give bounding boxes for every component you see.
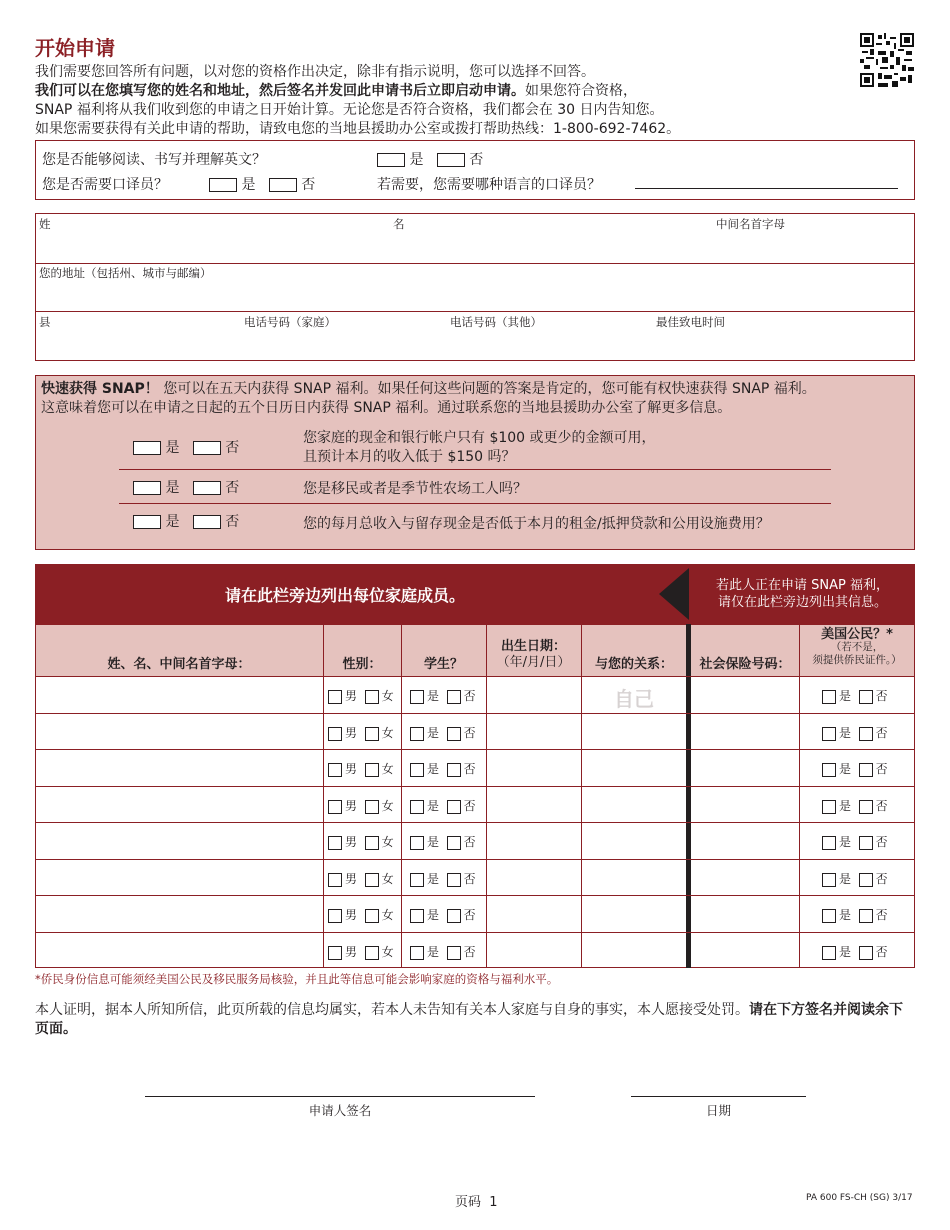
intro-line-2-rest: 如果您符合资格， [525, 83, 637, 99]
q3-no-checkbox[interactable] [193, 515, 221, 529]
no-label: 否 [463, 945, 476, 959]
sex-options [328, 797, 394, 814]
no-label: 否 [463, 799, 476, 813]
expedited-text-1: 您可以在五天内获得 SNAP 福利。如果任何这些问题的答案是肯定的，您可能有权快速获得 SNAP 福利。 [163, 381, 816, 397]
address-input[interactable] [39, 281, 907, 309]
relationship-input[interactable] [583, 715, 684, 747]
sex-options [328, 833, 394, 850]
citizen-no-checkbox[interactable] [859, 763, 873, 777]
form-id: PA 600 FS-CH (SG) 3/17 [806, 1193, 913, 1203]
date-label: 日期 [705, 1103, 731, 1118]
male-label: 男 [345, 762, 358, 776]
yes-label: 是 [427, 762, 440, 776]
which-language-question: 若需要，您需要哪种语言的口译员？ [377, 177, 601, 193]
student-yes-checkbox[interactable] [410, 836, 424, 850]
q2-no-checkbox[interactable] [193, 481, 221, 495]
best-time-label: 最佳致电时间 [656, 315, 725, 329]
member-name-input[interactable] [37, 824, 321, 856]
no-label: 否 [463, 726, 476, 740]
citizen-no-checkbox[interactable] [859, 873, 873, 887]
member-name-input[interactable] [37, 751, 321, 783]
expedited-q1-line-2: 且预计本月的收入低于 $150 吗？ [303, 449, 516, 465]
citizen-yes-checkbox[interactable] [822, 873, 836, 887]
interpreter-yes-checkbox[interactable] [209, 178, 237, 192]
student-options [410, 870, 476, 887]
first-name-label: 名 [393, 217, 405, 231]
student-options [410, 906, 476, 923]
yes-label: 是 [409, 152, 424, 168]
q3-yes-checkbox[interactable] [133, 515, 161, 529]
interpreter-answer [209, 174, 315, 194]
sex-options [328, 906, 394, 923]
no-label: 否 [875, 799, 888, 813]
household-banner-left [35, 564, 691, 624]
female-label: 女 [381, 762, 394, 776]
member-name-input[interactable] [37, 788, 321, 820]
col-citizen-note-2: 须提供侨民证件。） [812, 654, 902, 666]
citizen-yes-checkbox[interactable] [822, 836, 836, 850]
student-no-checkbox[interactable] [447, 909, 461, 923]
relationship-input[interactable] [583, 788, 684, 820]
male-label: 男 [345, 835, 358, 849]
col-name-label: 姓、名、中间名首字母： [107, 657, 251, 672]
banner-right-line-2: 请仅在此栏旁边列出其信息。 [717, 595, 887, 610]
citizen-no-checkbox[interactable] [859, 836, 873, 850]
phone-home-input[interactable] [244, 330, 439, 358]
ssn-input[interactable] [693, 861, 797, 893]
relationship-input[interactable] [583, 934, 684, 966]
no-label: 否 [463, 908, 476, 922]
banner-arrow-icon [659, 564, 691, 624]
yes-label: 是 [839, 762, 852, 776]
yes-label: 是 [427, 908, 440, 922]
no-label: 否 [875, 835, 888, 849]
relationship-input[interactable] [583, 751, 684, 783]
signature-line[interactable] [145, 1096, 535, 1097]
yes-label: 是 [241, 177, 256, 193]
county-label: 县 [39, 315, 51, 329]
member-name-input[interactable] [37, 678, 321, 710]
male-checkbox[interactable] [328, 763, 342, 777]
county-input[interactable] [39, 330, 234, 358]
ssn-input[interactable] [693, 751, 797, 783]
expedited-q3-answer [133, 511, 239, 531]
male-checkbox[interactable] [328, 909, 342, 923]
no-label: 否 [463, 835, 476, 849]
no-label: 否 [875, 726, 888, 740]
student-options [410, 833, 476, 850]
certification-bold: 请在下方签名并阅读余下页面。 [35, 1002, 903, 1037]
female-label: 女 [381, 799, 394, 813]
intro-line-3: SNAP 福利将从我们收到您的申请之日开始计算。无论您是否符合资格，我们都会在 30 日内告知您。 [35, 102, 664, 118]
citizen-yes-checkbox[interactable] [822, 800, 836, 814]
citizen-no-checkbox[interactable] [859, 727, 873, 741]
male-label: 男 [345, 872, 358, 886]
female-checkbox[interactable] [365, 690, 379, 704]
yes-label: 是 [165, 440, 180, 456]
citizen-options [822, 870, 888, 887]
qr-code-icon [860, 33, 914, 87]
yes-label: 是 [427, 689, 440, 703]
student-no-checkbox[interactable] [447, 690, 461, 704]
intro-line-4: 如果您需要获得有关此申请的帮助，请致电您的当地县援助办公室或拨打帮助热线：1-800-692-7462。 [35, 121, 681, 137]
expedited-text [41, 380, 901, 418]
citizen-yes-checkbox[interactable] [822, 909, 836, 923]
yes-label: 是 [427, 726, 440, 740]
expedited-text-2: 这意味着您可以在申请之日起的五个日历日内获得 SNAP 福利。通过联系您的当地县援助办公室了解更多信息。 [41, 400, 732, 416]
yes-label: 是 [839, 872, 852, 886]
student-yes-checkbox[interactable] [410, 690, 424, 704]
english-answer [377, 149, 483, 169]
yes-label: 是 [839, 689, 852, 703]
no-label: 否 [225, 480, 240, 496]
signature-label: 申请人签名 [308, 1103, 372, 1118]
yes-label: 是 [427, 872, 440, 886]
male-checkbox[interactable] [328, 836, 342, 850]
no-label: 否 [469, 152, 484, 168]
citizen-no-checkbox[interactable] [859, 800, 873, 814]
col-sex-label: 性别： [342, 657, 382, 672]
citizen-no-checkbox[interactable] [859, 946, 873, 960]
middle-initial-input[interactable] [716, 232, 906, 260]
intro-line-2-bold: 我们可以在您填写您的姓名和地址，然后签名并发回此申请书后立即启动申请。 [35, 83, 525, 99]
female-checkbox[interactable] [365, 763, 379, 777]
male-label: 男 [345, 689, 358, 703]
yes-label: 是 [839, 908, 852, 922]
address-label: 您的地址（包括州、城市与邮编） [39, 266, 212, 280]
sex-options [328, 687, 394, 704]
ssn-input[interactable] [693, 788, 797, 820]
q1-yes-checkbox[interactable] [133, 441, 161, 455]
citizen-options [822, 724, 888, 741]
page-number-value: 1 [489, 1195, 498, 1210]
expedited-q1-line-1: 您家庭的现金和银行帐户只有 $100 或更少的金额可用， [303, 430, 656, 446]
footnote: *侨民身份信息可能须经美国公民及移民服务局核验，并且此等信息可能会影响家庭的资格与福利水平。 [35, 972, 559, 986]
student-options [410, 724, 476, 741]
certification-text: 本人证明，据本人所知所信，此页所载的信息均属实，若本人未告知有关本人家庭与自身的事实，本人愿接受处罚。 [35, 1002, 749, 1018]
citizen-yes-checkbox[interactable] [822, 690, 836, 704]
female-checkbox[interactable] [365, 727, 379, 741]
ssn-input[interactable] [693, 715, 797, 747]
dob-input[interactable] [488, 678, 579, 710]
citizen-options [822, 760, 888, 777]
citizen-options [822, 906, 888, 923]
col-dob-format: （年/月/日） [496, 655, 571, 670]
student-no-checkbox[interactable] [447, 873, 461, 887]
expedited-q1-answer [133, 437, 239, 457]
dob-input[interactable] [488, 897, 579, 929]
male-checkbox[interactable] [328, 727, 342, 741]
dob-input[interactable] [488, 861, 579, 893]
english-yes-checkbox[interactable] [377, 153, 405, 167]
no-label: 否 [225, 514, 240, 530]
intro-line-1: 我们需要您回答所有问题，以对您的资格作出决定，除非有指示说明，您可以选择不回答。 [35, 64, 595, 80]
dob-input[interactable] [488, 934, 579, 966]
best-time-input[interactable] [656, 330, 906, 358]
female-label: 女 [381, 689, 394, 703]
female-label: 女 [381, 835, 394, 849]
citizen-no-checkbox[interactable] [859, 690, 873, 704]
female-checkbox[interactable] [365, 946, 379, 960]
no-label: 否 [463, 872, 476, 886]
citizen-yes-checkbox[interactable] [822, 946, 836, 960]
dob-input[interactable] [488, 751, 579, 783]
phone-other-label: 电话号码（其他） [450, 315, 542, 329]
page-number [455, 1191, 498, 1210]
male-label: 男 [345, 726, 358, 740]
ssn-input[interactable] [693, 678, 797, 710]
ssn-input[interactable] [693, 824, 797, 856]
middle-initial-label: 中间名首字母 [716, 217, 785, 231]
ssn-input[interactable] [693, 934, 797, 966]
no-label: 否 [875, 872, 888, 886]
male-label: 男 [345, 799, 358, 813]
ssn-input[interactable] [693, 897, 797, 929]
dob-input[interactable] [488, 824, 579, 856]
col-ssn-label: 社会保险号码： [699, 657, 791, 672]
yes-label: 是 [839, 835, 852, 849]
col-student-label: 学生？ [423, 657, 463, 672]
banner-right-text [690, 577, 915, 611]
intro-text [35, 63, 815, 139]
student-no-checkbox[interactable] [447, 836, 461, 850]
relationship-input[interactable] [583, 824, 684, 856]
relationship-input[interactable] [583, 897, 684, 929]
no-label: 否 [301, 177, 316, 193]
student-options [410, 943, 476, 960]
dob-input[interactable] [488, 788, 579, 820]
student-options [410, 687, 476, 704]
yes-label: 是 [165, 514, 180, 530]
relationship-input[interactable] [583, 861, 684, 893]
q1-no-checkbox[interactable] [193, 441, 221, 455]
interpreter-question: 您是否需要口译员？ [42, 177, 168, 193]
yes-label: 是 [165, 480, 180, 496]
col-dob-label: 出生日期： [500, 639, 566, 654]
female-label: 女 [381, 945, 394, 959]
expedited-heading: 快速获得 SNAP！ [41, 381, 159, 397]
female-checkbox[interactable] [365, 836, 379, 850]
male-checkbox[interactable] [328, 946, 342, 960]
student-yes-checkbox[interactable] [410, 946, 424, 960]
student-no-checkbox[interactable] [447, 727, 461, 741]
student-yes-checkbox[interactable] [410, 727, 424, 741]
male-label: 男 [345, 945, 358, 959]
male-checkbox[interactable] [328, 800, 342, 814]
citizen-no-checkbox[interactable] [859, 909, 873, 923]
female-checkbox[interactable] [365, 873, 379, 887]
male-checkbox[interactable] [328, 873, 342, 887]
student-yes-checkbox[interactable] [410, 800, 424, 814]
banner-right-line-1: 若此人正在申请 SNAP 福利， [716, 578, 889, 593]
phone-home-label: 电话号码（家庭） [244, 315, 336, 329]
member-name-input[interactable] [37, 934, 321, 966]
female-checkbox[interactable] [365, 909, 379, 923]
yes-label: 是 [427, 799, 440, 813]
citizen-options [822, 797, 888, 814]
sex-options [328, 943, 394, 960]
page-title: 开始申请 [35, 36, 115, 60]
citizen-options [822, 943, 888, 960]
yes-label: 是 [427, 835, 440, 849]
citizen-yes-checkbox[interactable] [822, 727, 836, 741]
no-label: 否 [225, 440, 240, 456]
no-label: 否 [463, 689, 476, 703]
certification [35, 1001, 910, 1039]
expedited-q2-answer [133, 477, 239, 497]
no-label: 否 [875, 945, 888, 959]
yes-label: 是 [427, 945, 440, 959]
expedited-q3: 您的每月总收入与留存现金是否低于本月的租金/抵押贷款和公用设施费用？ [303, 516, 770, 532]
no-label: 否 [463, 762, 476, 776]
male-label: 男 [345, 908, 358, 922]
sex-options [328, 724, 394, 741]
male-checkbox[interactable] [328, 690, 342, 704]
col-citizen-note-1: （若不是， [830, 641, 884, 653]
student-yes-checkbox[interactable] [410, 909, 424, 923]
col-relationship-label: 与您的关系： [594, 657, 673, 672]
phone-other-input[interactable] [450, 330, 645, 358]
no-label: 否 [875, 908, 888, 922]
member-name-input[interactable] [37, 861, 321, 893]
sex-options [328, 870, 394, 887]
last-name-label: 姓 [39, 217, 51, 231]
sex-options [328, 760, 394, 777]
first-name-input[interactable] [393, 232, 703, 260]
member-name-input[interactable] [37, 715, 321, 747]
member-name-input[interactable] [37, 897, 321, 929]
citizen-options [822, 833, 888, 850]
intro-line-2 [35, 82, 815, 101]
dob-input[interactable] [488, 715, 579, 747]
which-language-input[interactable] [635, 188, 898, 189]
date-line[interactable] [631, 1096, 806, 1097]
col-citizen-label: 美国公民？* [821, 627, 893, 642]
yes-label: 是 [839, 726, 852, 740]
interpreter-no-checkbox[interactable] [269, 178, 297, 192]
expedited-q2: 您是移民或者是季节性农场工人吗？ [303, 481, 527, 497]
citizen-yes-checkbox[interactable] [822, 763, 836, 777]
female-label: 女 [381, 908, 394, 922]
household-banner-text: 请在此栏旁边列出每位家庭成员。 [224, 585, 465, 605]
english-question: 您是否能够阅读、书写并理解英文？ [42, 152, 266, 168]
household-banner-right [690, 564, 915, 624]
female-label: 女 [381, 726, 394, 740]
student-options [410, 760, 476, 777]
yes-label: 是 [839, 945, 852, 959]
yes-label: 是 [839, 799, 852, 813]
expedited-q1 [303, 429, 656, 467]
page-label: 页码 [455, 1195, 482, 1210]
self-watermark: 自己 [614, 687, 654, 711]
student-options [410, 797, 476, 814]
student-yes-checkbox[interactable] [410, 763, 424, 777]
female-checkbox[interactable] [365, 800, 379, 814]
student-no-checkbox[interactable] [447, 763, 461, 777]
student-no-checkbox[interactable] [447, 946, 461, 960]
student-yes-checkbox[interactable] [410, 873, 424, 887]
q2-yes-checkbox[interactable] [133, 481, 161, 495]
student-no-checkbox[interactable] [447, 800, 461, 814]
no-label: 否 [875, 762, 888, 776]
female-label: 女 [381, 872, 394, 886]
english-no-checkbox[interactable] [437, 153, 465, 167]
citizen-options [822, 687, 888, 704]
last-name-input[interactable] [39, 232, 379, 260]
no-label: 否 [875, 689, 888, 703]
